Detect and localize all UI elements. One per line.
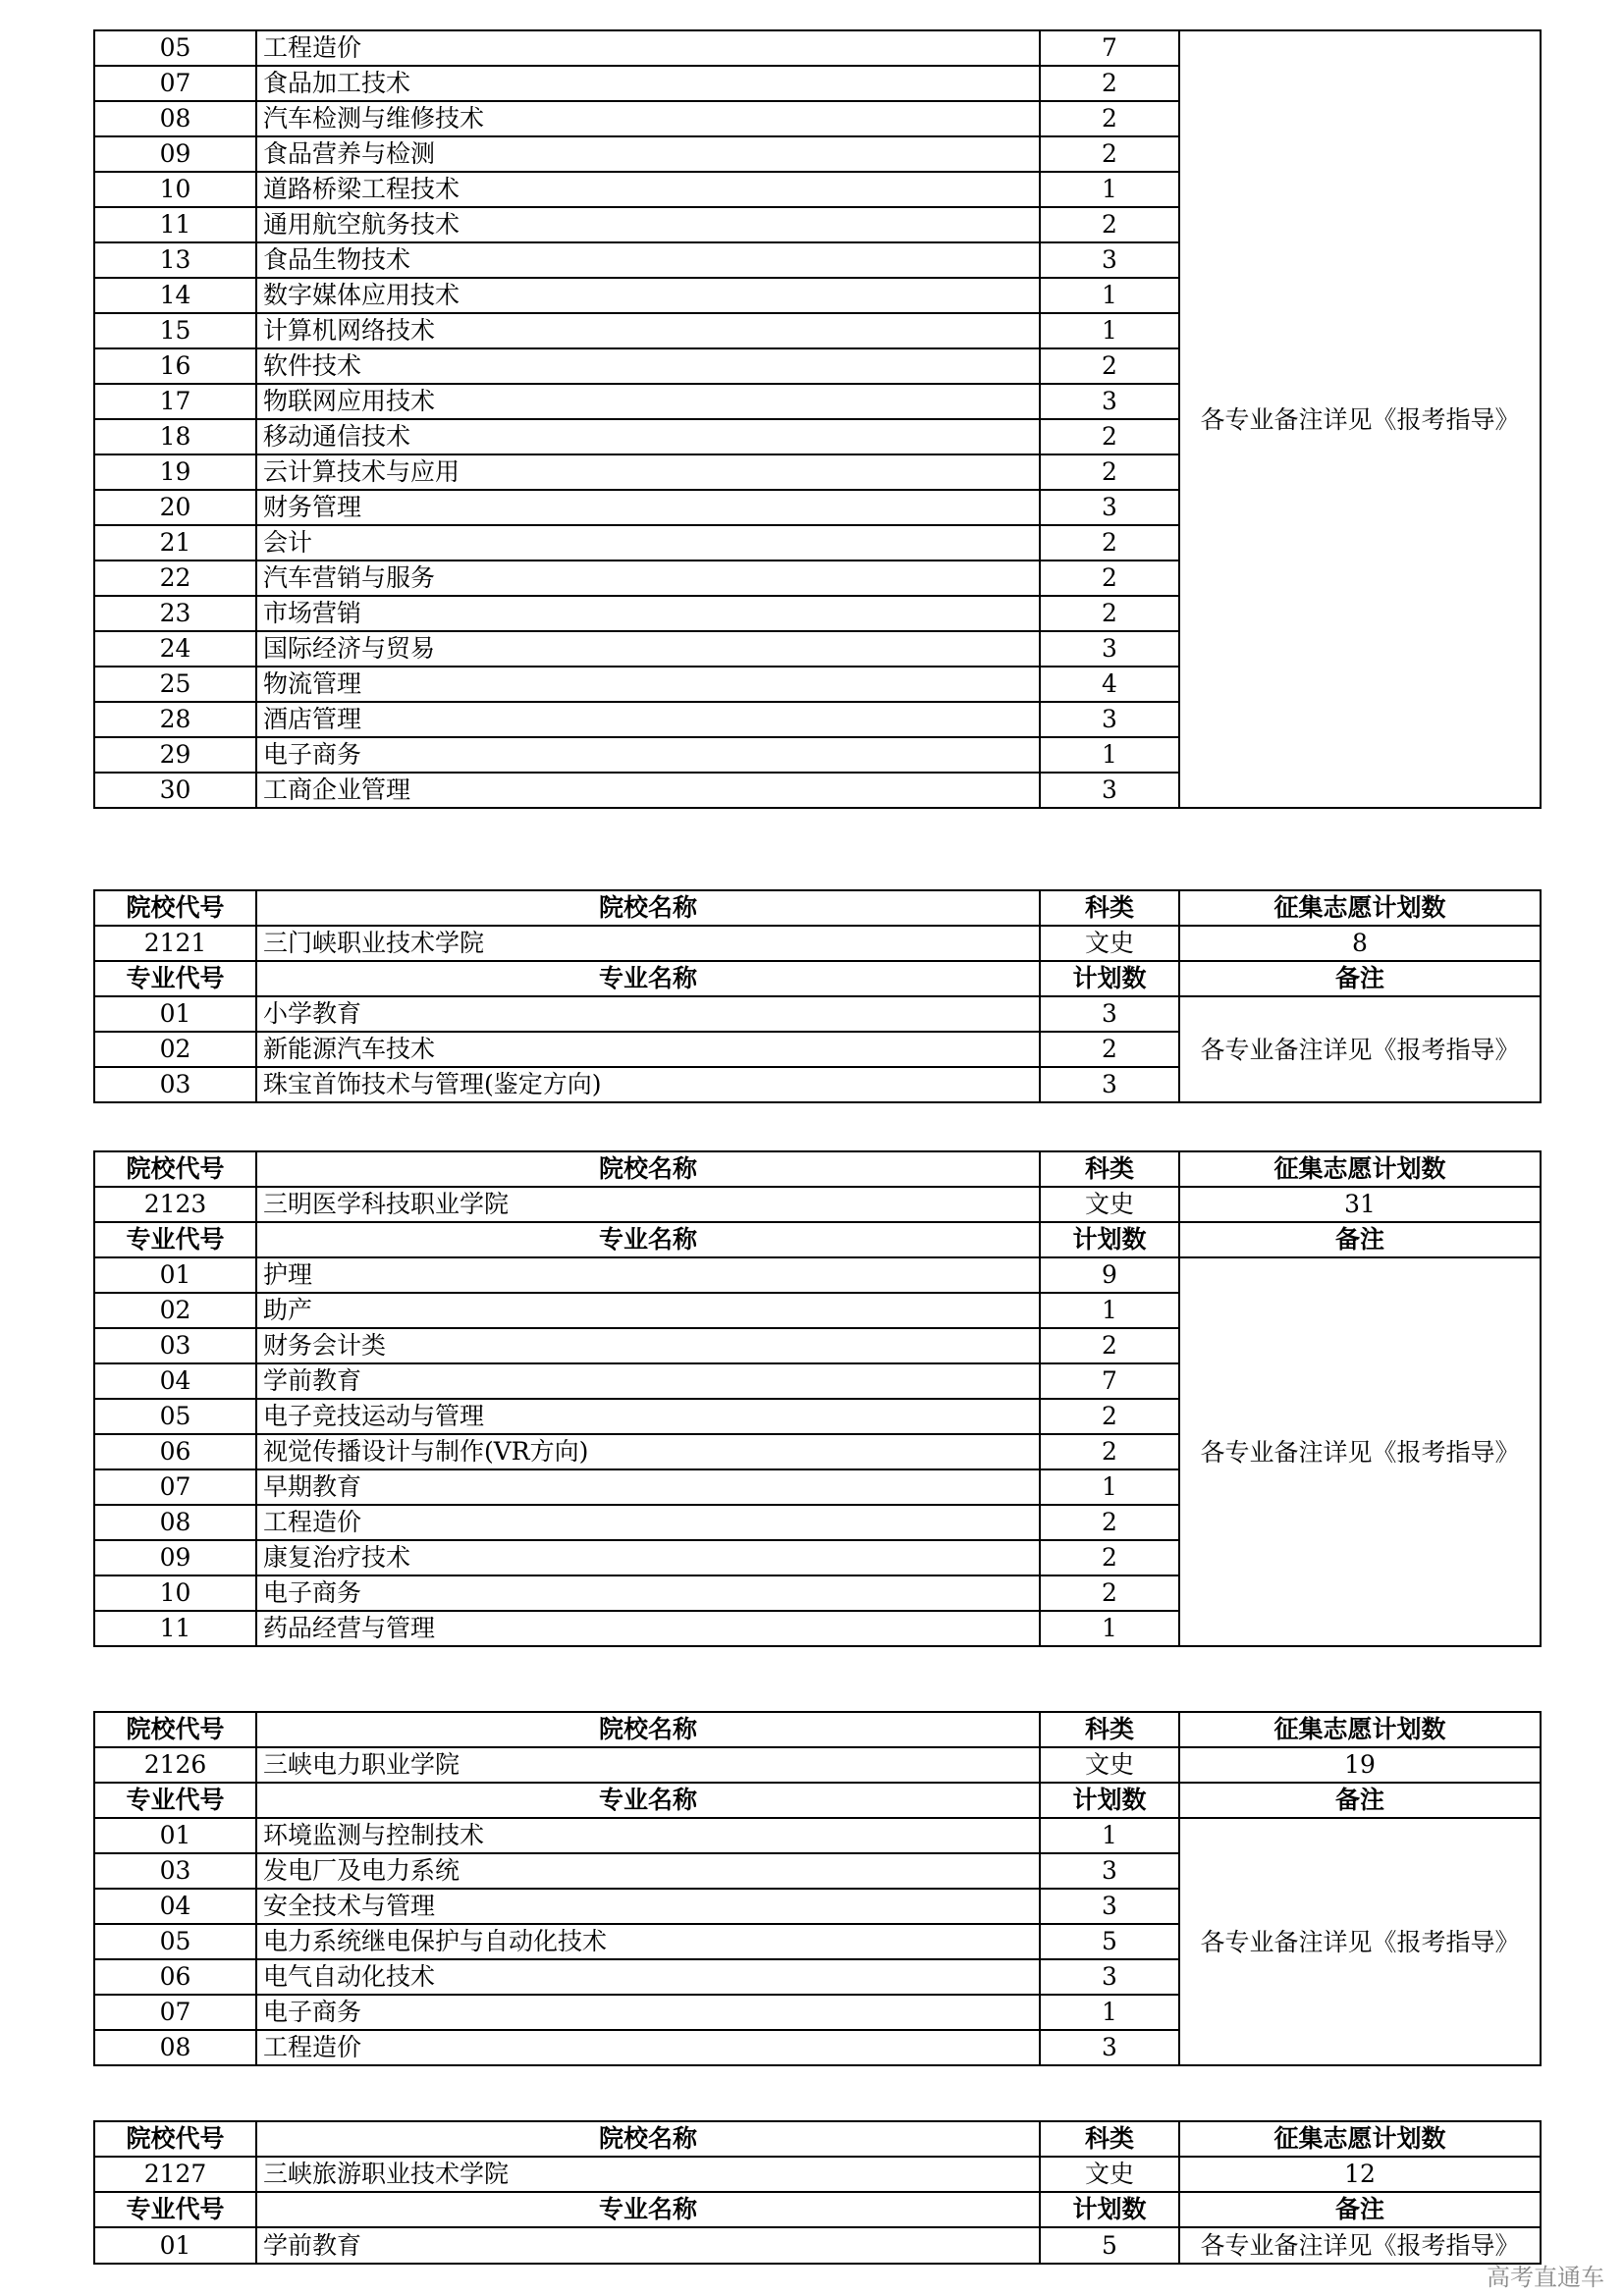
major-row <box>94 1818 1541 1853</box>
subject-type: 文史 <box>1040 1187 1179 1222</box>
subject-type-header: 科类 <box>1040 1151 1179 1187</box>
plan-count: 2 <box>1040 1505 1179 1540</box>
plan-count: 2 <box>1040 525 1179 561</box>
major-code: 17 <box>94 384 256 419</box>
major-row <box>94 1257 1541 1293</box>
plan-count-header: 计划数 <box>1040 961 1179 996</box>
major-name: 学前教育 <box>256 1363 1040 1399</box>
major-name: 药品经营与管理 <box>256 1611 1040 1646</box>
school-name-header: 院校名称 <box>256 890 1040 926</box>
major-code: 11 <box>94 1611 256 1646</box>
major-code: 03 <box>94 1067 256 1102</box>
plan-count: 1 <box>1040 1469 1179 1505</box>
school-code-header: 院校代号 <box>94 1712 256 1747</box>
plan-count: 2 <box>1040 136 1179 172</box>
major-name: 移动通信技术 <box>256 419 1040 454</box>
subject-type-header: 科类 <box>1040 2121 1179 2157</box>
plan-count: 2 <box>1040 1434 1179 1469</box>
plan-count: 3 <box>1040 490 1179 525</box>
major-code: 19 <box>94 454 256 490</box>
major-code: 13 <box>94 242 256 278</box>
major-name: 电子商务 <box>256 1995 1040 2030</box>
major-name: 食品营养与检测 <box>256 136 1040 172</box>
major-code-header: 专业代号 <box>94 2192 256 2227</box>
plan-count: 2 <box>1040 1032 1179 1067</box>
major-code: 07 <box>94 66 256 101</box>
school-code: 2121 <box>94 926 256 961</box>
majors-table <box>93 29 1542 809</box>
school-name-header: 院校名称 <box>256 1151 1040 1187</box>
subject-type-header: 科类 <box>1040 1712 1179 1747</box>
school-info-row <box>94 1747 1541 1783</box>
major-name: 道路桥梁工程技术 <box>256 172 1040 207</box>
plan-count: 5 <box>1040 2227 1179 2264</box>
major-code: 20 <box>94 490 256 525</box>
major-name: 工商企业管理 <box>256 773 1040 808</box>
remark-header: 备注 <box>1179 2192 1541 2227</box>
major-name: 物流管理 <box>256 667 1040 702</box>
plan-total: 31 <box>1179 1187 1541 1222</box>
subject-type: 文史 <box>1040 2157 1179 2192</box>
subject-type-header: 科类 <box>1040 890 1179 926</box>
major-code: 01 <box>94 2227 256 2264</box>
plan-count: 2 <box>1040 419 1179 454</box>
major-name: 食品加工技术 <box>256 66 1040 101</box>
major-code-header: 专业代号 <box>94 961 256 996</box>
major-name: 软件技术 <box>256 348 1040 384</box>
school-table <box>93 1150 1542 1647</box>
major-code: 10 <box>94 1575 256 1611</box>
major-code-header: 专业代号 <box>94 1783 256 1818</box>
major-name: 新能源汽车技术 <box>256 1032 1040 1067</box>
plan-count: 9 <box>1040 1257 1179 1293</box>
subject-type: 文史 <box>1040 926 1179 961</box>
major-code: 30 <box>94 773 256 808</box>
school-info-row <box>94 926 1541 961</box>
plan-total-header: 征集志愿计划数 <box>1179 1712 1541 1747</box>
major-code: 29 <box>94 737 256 773</box>
major-name: 工程造价 <box>256 1505 1040 1540</box>
school-code-header: 院校代号 <box>94 1151 256 1187</box>
plan-count: 3 <box>1040 242 1179 278</box>
major-code: 22 <box>94 561 256 596</box>
school-block-2127 <box>93 2120 1540 2265</box>
major-row <box>94 996 1541 1032</box>
major-name-header: 专业名称 <box>256 1783 1040 1818</box>
major-code: 03 <box>94 1328 256 1363</box>
school-code-header: 院校代号 <box>94 890 256 926</box>
major-row <box>94 30 1541 66</box>
plan-count: 2 <box>1040 561 1179 596</box>
major-name: 国际经济与贸易 <box>256 631 1040 667</box>
major-header-row <box>94 961 1541 996</box>
school-header-row <box>94 2121 1541 2157</box>
major-code: 02 <box>94 1293 256 1328</box>
major-code: 06 <box>94 1959 256 1995</box>
major-code: 05 <box>94 1399 256 1434</box>
school-name-header: 院校名称 <box>256 1712 1040 1747</box>
major-code: 15 <box>94 313 256 348</box>
school-name: 三峡电力职业学院 <box>256 1747 1040 1783</box>
school-info-row <box>94 2157 1541 2192</box>
major-name: 云计算技术与应用 <box>256 454 1040 490</box>
major-code: 08 <box>94 2030 256 2065</box>
plan-count: 1 <box>1040 313 1179 348</box>
plan-count: 3 <box>1040 702 1179 737</box>
school-name: 三明医学科技职业学院 <box>256 1187 1040 1222</box>
major-name: 早期教育 <box>256 1469 1040 1505</box>
plan-count: 2 <box>1040 207 1179 242</box>
major-name: 珠宝首饰技术与管理(鉴定方向) <box>256 1067 1040 1102</box>
major-code: 11 <box>94 207 256 242</box>
major-code: 16 <box>94 348 256 384</box>
major-code: 01 <box>94 1257 256 1293</box>
major-code: 23 <box>94 596 256 631</box>
plan-total: 8 <box>1179 926 1541 961</box>
major-name-header: 专业名称 <box>256 1222 1040 1257</box>
plan-count: 2 <box>1040 454 1179 490</box>
major-name: 通用航空航务技术 <box>256 207 1040 242</box>
school-code-header: 院校代号 <box>94 2121 256 2157</box>
remark-note: 各专业备注详见《报考指导》 <box>1179 996 1541 1102</box>
plan-count-header: 计划数 <box>1040 2192 1179 2227</box>
major-code: 02 <box>94 1032 256 1067</box>
school-code: 2127 <box>94 2157 256 2192</box>
school-block-2126 <box>93 1711 1540 2066</box>
major-header-row <box>94 1222 1541 1257</box>
major-name: 会计 <box>256 525 1040 561</box>
school-name-header: 院校名称 <box>256 2121 1040 2157</box>
major-name: 食品生物技术 <box>256 242 1040 278</box>
plan-count: 5 <box>1040 1924 1179 1959</box>
plan-count-header: 计划数 <box>1040 1222 1179 1257</box>
major-name: 电子竞技运动与管理 <box>256 1399 1040 1434</box>
major-code: 18 <box>94 419 256 454</box>
plan-count: 4 <box>1040 667 1179 702</box>
major-name: 汽车营销与服务 <box>256 561 1040 596</box>
remark-header: 备注 <box>1179 961 1541 996</box>
major-name: 康复治疗技术 <box>256 1540 1040 1575</box>
school-header-row <box>94 1151 1541 1187</box>
major-code: 01 <box>94 996 256 1032</box>
major-code: 10 <box>94 172 256 207</box>
plan-count: 3 <box>1040 773 1179 808</box>
school-block-2121 <box>93 889 1540 1103</box>
major-name: 计算机网络技术 <box>256 313 1040 348</box>
major-name: 电子商务 <box>256 1575 1040 1611</box>
remark-header: 备注 <box>1179 1783 1541 1818</box>
plan-total: 19 <box>1179 1747 1541 1783</box>
school-header-row <box>94 1712 1541 1747</box>
major-name: 助产 <box>256 1293 1040 1328</box>
plan-count: 3 <box>1040 1959 1179 1995</box>
plan-count: 3 <box>1040 2030 1179 2065</box>
major-header-row <box>94 1783 1541 1818</box>
major-name-header: 专业名称 <box>256 2192 1040 2227</box>
major-code: 08 <box>94 1505 256 1540</box>
major-name: 数字媒体应用技术 <box>256 278 1040 313</box>
continued-majors-block <box>93 29 1540 809</box>
plan-count-header: 计划数 <box>1040 1783 1179 1818</box>
remark-header: 备注 <box>1179 1222 1541 1257</box>
major-code: 14 <box>94 278 256 313</box>
plan-total-header: 征集志愿计划数 <box>1179 890 1541 926</box>
plan-count: 2 <box>1040 1575 1179 1611</box>
subject-type: 文史 <box>1040 1747 1179 1783</box>
major-name: 汽车检测与维修技术 <box>256 101 1040 136</box>
major-name: 视觉传播设计与制作(VR方向) <box>256 1434 1040 1469</box>
school-info-row <box>94 1187 1541 1222</box>
major-name: 发电厂及电力系统 <box>256 1853 1040 1889</box>
major-name: 市场营销 <box>256 596 1040 631</box>
major-code: 09 <box>94 136 256 172</box>
plan-total: 12 <box>1179 2157 1541 2192</box>
major-code: 21 <box>94 525 256 561</box>
major-code: 01 <box>94 1818 256 1853</box>
major-name: 酒店管理 <box>256 702 1040 737</box>
plan-count: 1 <box>1040 1818 1179 1853</box>
remark-note: 各专业备注详见《报考指导》 <box>1179 1818 1541 2065</box>
plan-count: 7 <box>1040 1363 1179 1399</box>
plan-count: 3 <box>1040 1067 1179 1102</box>
major-name: 护理 <box>256 1257 1040 1293</box>
remark-note: 各专业备注详见《报考指导》 <box>1179 1257 1541 1646</box>
major-name: 安全技术与管理 <box>256 1889 1040 1924</box>
major-code: 07 <box>94 1469 256 1505</box>
major-name: 财务会计类 <box>256 1328 1040 1363</box>
watermark: 高考直通车 <box>1487 2264 1604 2291</box>
major-row <box>94 2227 1541 2264</box>
major-name: 电力系统继电保护与自动化技术 <box>256 1924 1040 1959</box>
major-code: 05 <box>94 30 256 66</box>
plan-total-header: 征集志愿计划数 <box>1179 1151 1541 1187</box>
major-code: 08 <box>94 101 256 136</box>
major-code: 06 <box>94 1434 256 1469</box>
major-name: 环境监测与控制技术 <box>256 1818 1040 1853</box>
school-code: 2126 <box>94 1747 256 1783</box>
major-name: 物联网应用技术 <box>256 384 1040 419</box>
school-name: 三峡旅游职业技术学院 <box>256 2157 1040 2192</box>
major-name: 学前教育 <box>256 2227 1040 2264</box>
plan-count: 3 <box>1040 631 1179 667</box>
major-code: 04 <box>94 1363 256 1399</box>
major-code: 09 <box>94 1540 256 1575</box>
school-table <box>93 889 1542 1103</box>
plan-count: 2 <box>1040 1328 1179 1363</box>
plan-count: 1 <box>1040 278 1179 313</box>
major-name: 电子商务 <box>256 737 1040 773</box>
major-code: 28 <box>94 702 256 737</box>
major-code: 05 <box>94 1924 256 1959</box>
plan-count: 2 <box>1040 596 1179 631</box>
major-code-header: 专业代号 <box>94 1222 256 1257</box>
remark-note: 各专业备注详见《报考指导》 <box>1179 2227 1541 2264</box>
major-name: 小学教育 <box>256 996 1040 1032</box>
school-table <box>93 1711 1542 2066</box>
plan-count: 3 <box>1040 996 1179 1032</box>
plan-count: 1 <box>1040 1611 1179 1646</box>
plan-count: 1 <box>1040 737 1179 773</box>
plan-count: 1 <box>1040 172 1179 207</box>
school-table <box>93 2120 1542 2265</box>
plan-count: 3 <box>1040 384 1179 419</box>
plan-total-header: 征集志愿计划数 <box>1179 2121 1541 2157</box>
plan-count: 2 <box>1040 1540 1179 1575</box>
major-code: 24 <box>94 631 256 667</box>
major-header-row <box>94 2192 1541 2227</box>
plan-count: 2 <box>1040 348 1179 384</box>
major-code: 25 <box>94 667 256 702</box>
school-code: 2123 <box>94 1187 256 1222</box>
plan-count: 3 <box>1040 1889 1179 1924</box>
school-block-2123 <box>93 1150 1540 1647</box>
plan-count: 1 <box>1040 1995 1179 2030</box>
major-name: 工程造价 <box>256 2030 1040 2065</box>
plan-count: 7 <box>1040 30 1179 66</box>
school-header-row <box>94 890 1541 926</box>
major-name: 电气自动化技术 <box>256 1959 1040 1995</box>
major-name: 工程造价 <box>256 30 1040 66</box>
plan-count: 2 <box>1040 101 1179 136</box>
major-code: 04 <box>94 1889 256 1924</box>
major-code: 03 <box>94 1853 256 1889</box>
plan-count: 2 <box>1040 66 1179 101</box>
major-name-header: 专业名称 <box>256 961 1040 996</box>
plan-count: 2 <box>1040 1399 1179 1434</box>
plan-count: 3 <box>1040 1853 1179 1889</box>
major-code: 07 <box>94 1995 256 2030</box>
remark-note: 各专业备注详见《报考指导》 <box>1179 30 1541 808</box>
school-name: 三门峡职业技术学院 <box>256 926 1040 961</box>
major-name: 财务管理 <box>256 490 1040 525</box>
plan-count: 1 <box>1040 1293 1179 1328</box>
